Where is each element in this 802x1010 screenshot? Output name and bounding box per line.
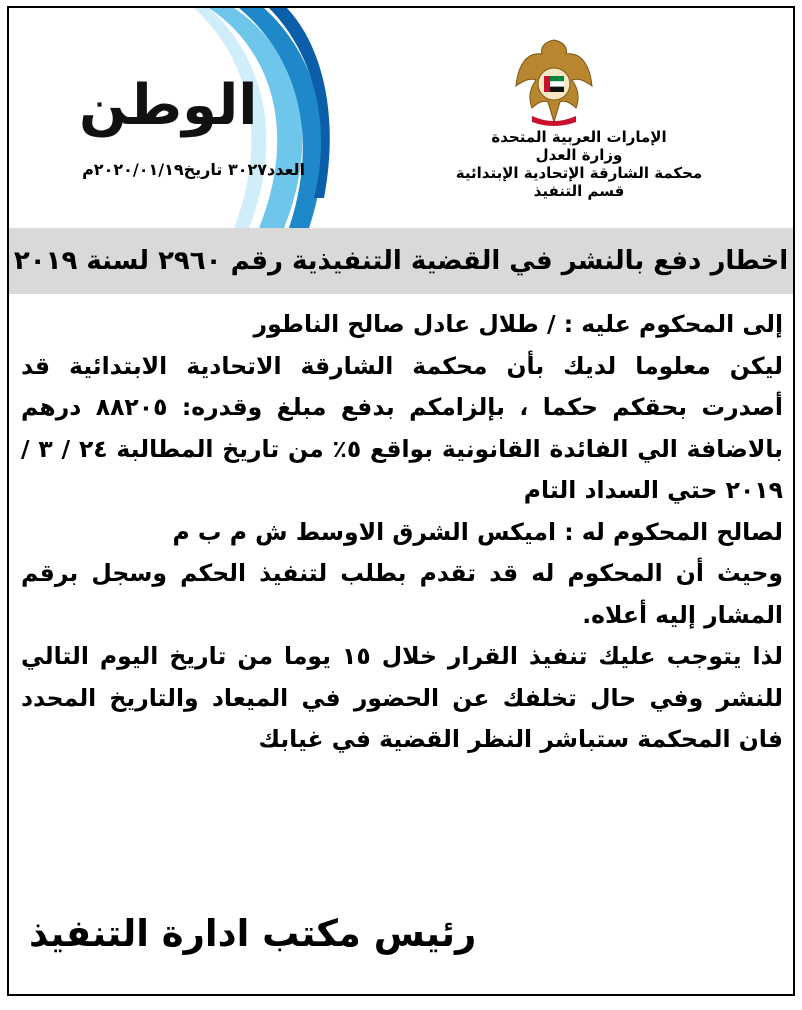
judgment-paragraph: ليكن معلوما لديك بأن محكمة الشارقة الاتحادية الابتدائية قد أصدرت بحقكم حكما ، بإلزامكم بدفع مبلغ وقدره: ٨٨٢٠٥ درهم بالاضافة الي الفائدة القانونية بواقع ٥٪ من تاريخ المطالبة ٢٤ / ٣ / ٢٠١٩ حتي السداد التام — [21, 351, 783, 504]
defendant-line: إلى المحكوم عليه : / طلال عادل صالح الناطور — [253, 310, 783, 338]
court-name: محكمة الشارقة الإتحادية الإبتدائية — [455, 164, 703, 182]
notice-title-bar — [9, 228, 793, 294]
court-info-block — [439, 128, 719, 200]
deadline-paragraph: لذا يتوجب عليك تنفيذ القرار خلال ١٥ يوما من تاريخ اليوم التالي للنشر وفي حال تخلفك عن الحضور في الميعاد والتاريخ المحدد فان المحكمة ستباشر النظر القضية في غيابك — [21, 642, 784, 753]
issue-number-date: العدد٣٠٢٧ تاريخ٢٠٢٠/٠١/١٩م — [82, 160, 305, 179]
newspaper-logo: الوطن — [79, 73, 258, 138]
registration-paragraph: وحيث أن المحكوم له قد تقدم بطلب لتنفيذ الحكم وسجل برقم المشار إليه أعلاه. — [21, 559, 783, 629]
department-name: قسم التنفيذ — [533, 182, 625, 200]
notice-title: اخطار دفع بالنشر في القضية التنفيذية رقم ٢٩٦٠ لسنة ٢٠١٩ — [13, 246, 789, 276]
country-name: الإمارات العربية المتحدة — [491, 128, 667, 146]
notice-header — [9, 8, 793, 230]
plaintiff-line: لصالح المحكوم له : اميكس الشرق الاوسط ش م ب م — [172, 517, 783, 546]
ministry-name: وزارة العدل — [535, 146, 623, 164]
notice-page — [7, 6, 795, 996]
uae-emblem-icon — [514, 36, 594, 128]
notice-body — [9, 304, 793, 761]
signature-line: رئيس مكتب ادارة التنفيذ — [29, 912, 477, 955]
